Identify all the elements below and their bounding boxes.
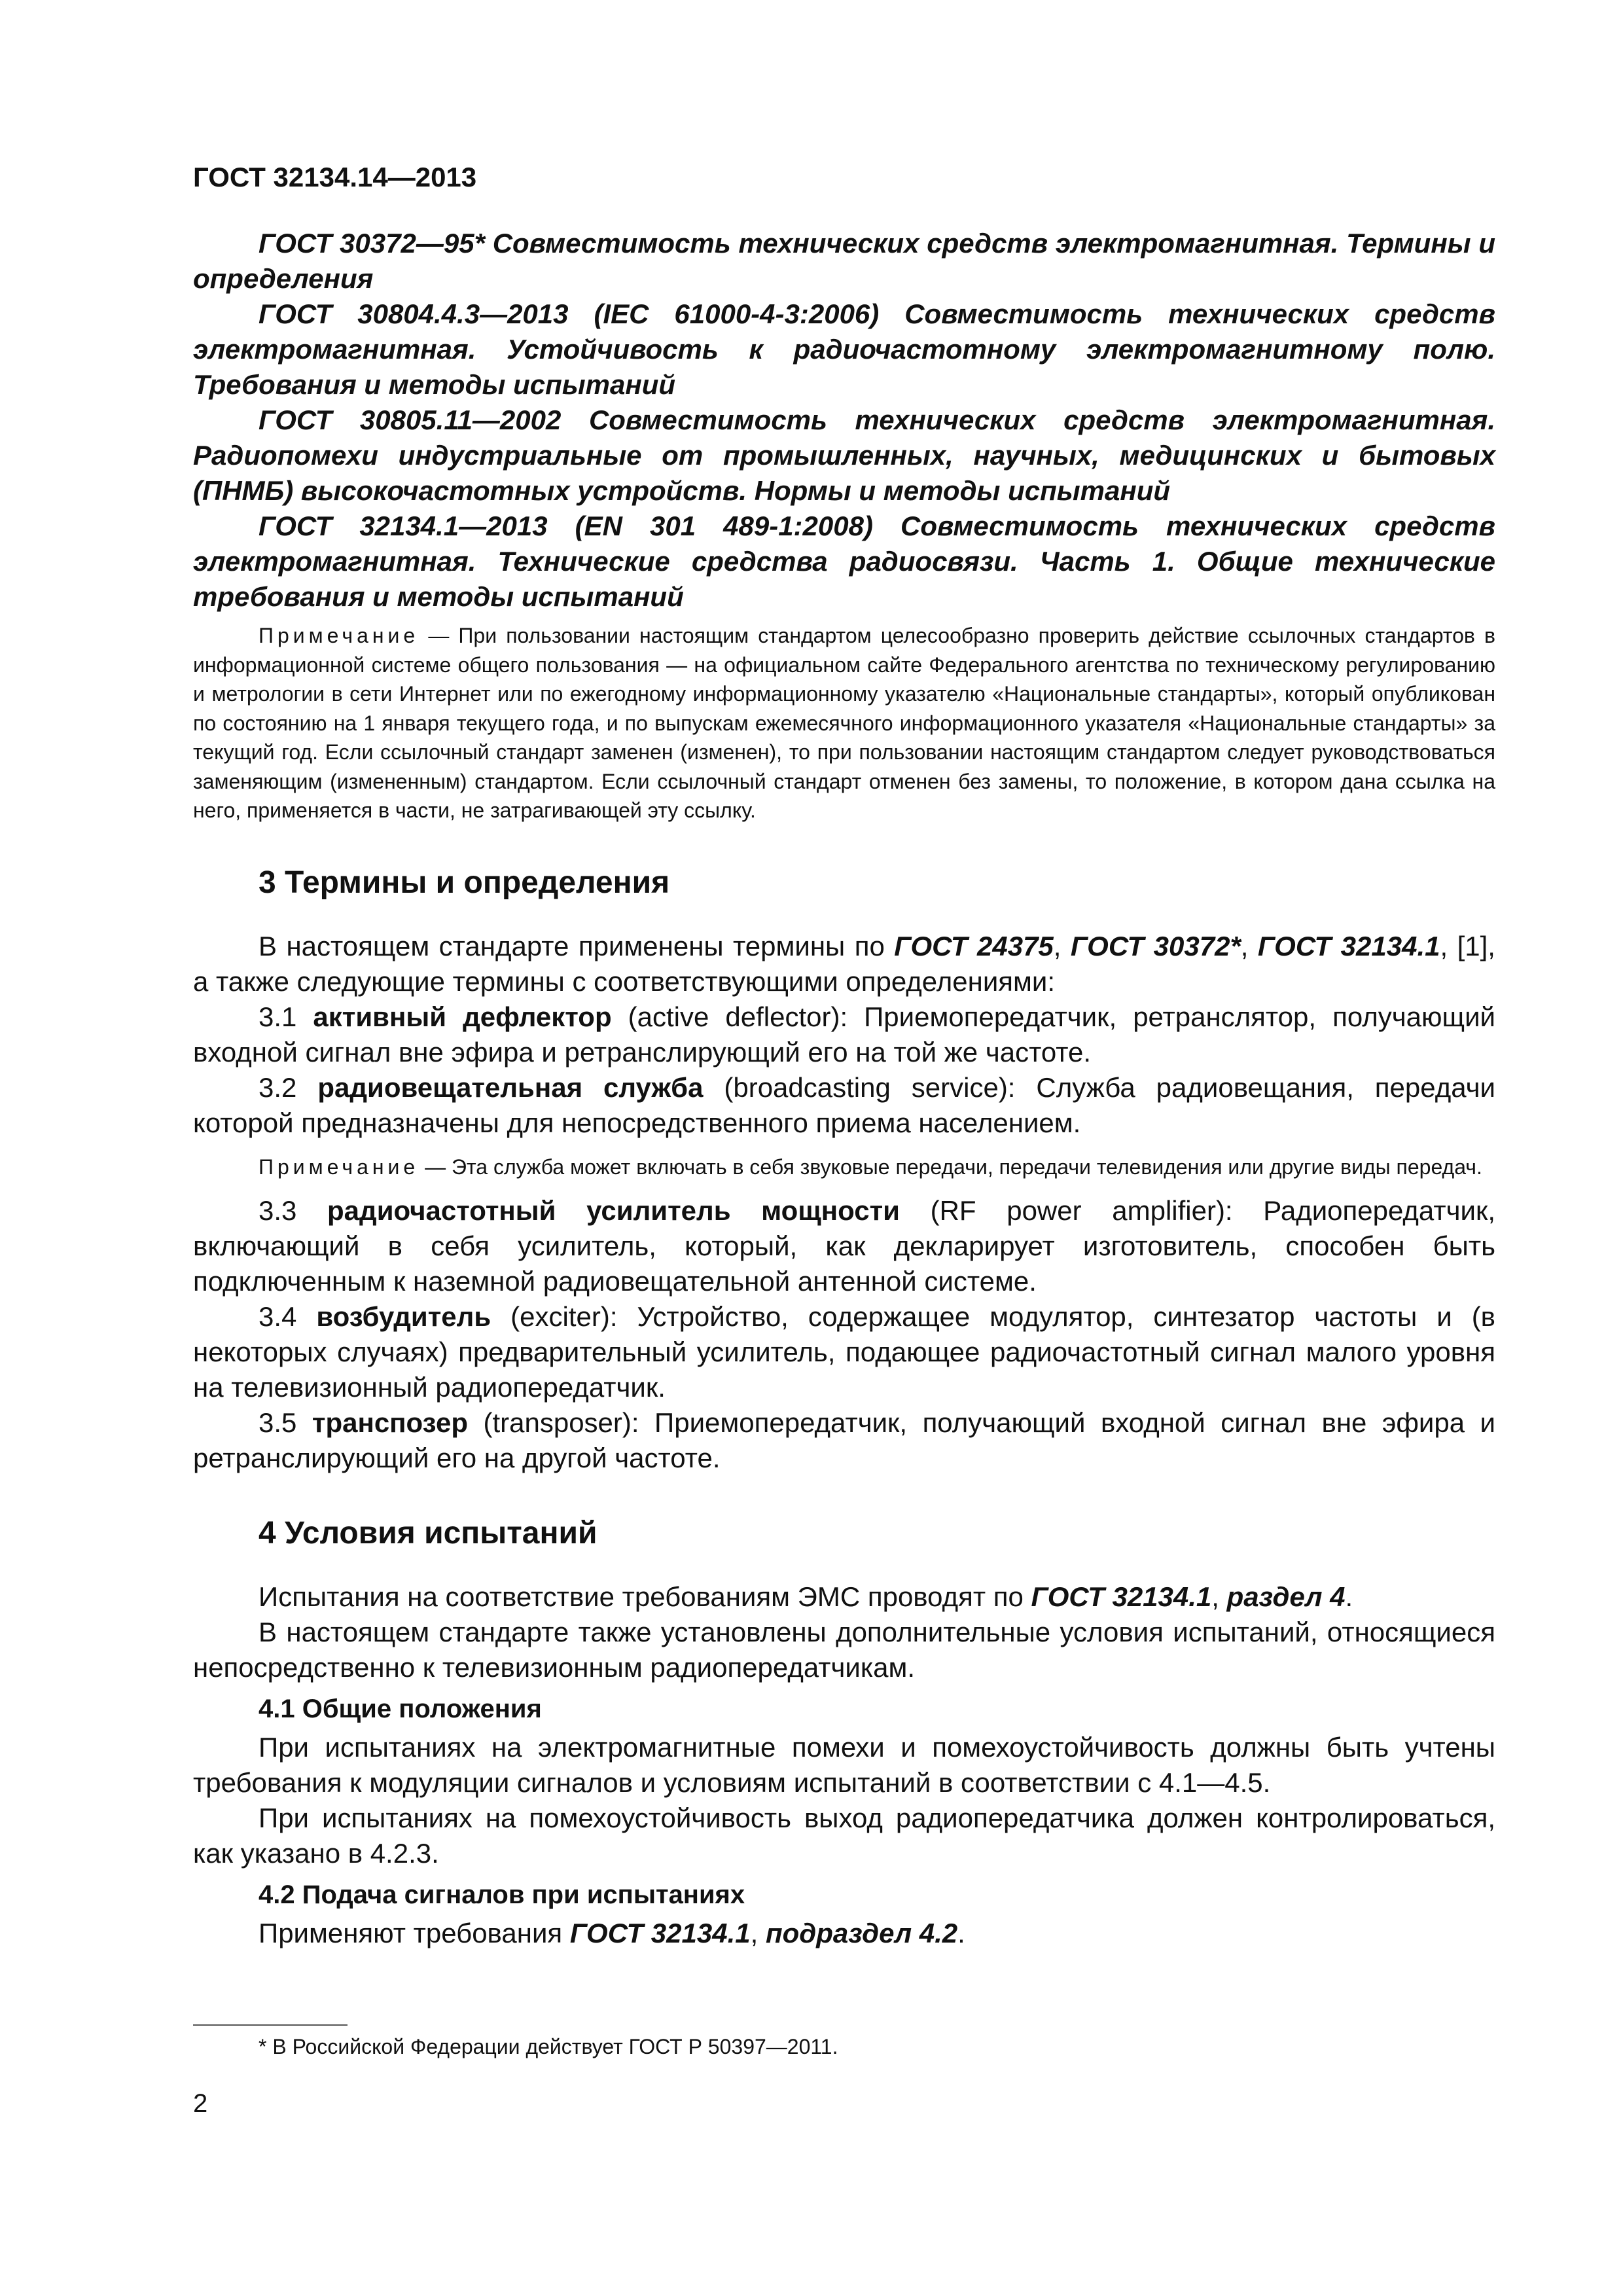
term-3-3: [193, 1193, 1495, 1299]
para-text: Испытания на соответствие требованиям ЭМС проводят по: [259, 1581, 1031, 1612]
term-3-2: [193, 1070, 1495, 1141]
subsection-4-2-heading: 4.2 Подача сигналов при испытаниях: [259, 1880, 745, 1909]
term-name: радиочастотный усилитель мощности: [327, 1195, 900, 1226]
section-4-heading: 4 Условия испытаний: [259, 1516, 597, 1551]
intro-ref-gost-30372: ГОСТ 30372*: [1070, 930, 1241, 961]
intro-ref-gost-32134-1: ГОСТ 32134.1: [1257, 930, 1440, 961]
note-label: Примечание: [259, 1155, 419, 1179]
term-name: возбудитель: [316, 1301, 491, 1332]
term-3-1: [193, 999, 1495, 1070]
para-ref: ГОСТ 32134.1: [569, 1918, 751, 1948]
references-note: [193, 621, 1495, 825]
para-ref: ГОСТ 32134.1: [1031, 1581, 1212, 1612]
term-3-2-note: [193, 1153, 1495, 1182]
para-end: .: [957, 1918, 965, 1948]
para-section-ref: подраздел 4.2: [765, 1918, 958, 1948]
term-3-5: [193, 1405, 1495, 1476]
para-end: .: [1345, 1581, 1353, 1612]
note-text: — При пользовании настоящим стандартом целесообразно проверить действие ссылочных стандартов в информационной системе общего пользования — на официальном сайте Федерального агентства по техническому регулированию и метрологии в сети Интернет или по ежегодному информационному указателю «Национальные стандарты», который опубликован по состоянию на 1 января текущего года, и по выпускам ежемесячного информационного указателя «Национальные стандарты» за текущий год. Если ссылочный стандарт заменен (изменен), то при пользовании настоящим стандартом следует руководствоваться заменяющим (измененным) стандартом. Если ссылочный стандарт отменен без замены, то положение, в котором дана ссылка на него, применяется в части, не затрагивающей эту ссылку.: [193, 624, 1495, 822]
intro-text: В настоящем стандарте применены термины по: [259, 930, 895, 961]
para-section-ref: раздел 4: [1226, 1581, 1346, 1612]
term-definition: (exciter): Устройство, содержащее модулятор, синтезатор частоты и (в некоторых случаях) предварительный усилитель, подающее радиочастотный сигнал малого уровня на телевизионный радиопередатчик.: [193, 1301, 1495, 1403]
section-4-para-1: [193, 1579, 1495, 1615]
section-4-para-2: В настоящем стандарте также установлены дополнительные условия испытаний, относящиеся непосредственно к телевизионным радиопередатчикам.: [193, 1617, 1495, 1683]
term-number: 3.5: [259, 1407, 312, 1438]
document-header: ГОСТ 32134.14—2013: [193, 162, 477, 192]
term-definition: (active deflector): Приемопередатчик, ретранслятор, получающий входной сигнал вне эфира и ретранслирующий его на той же частоте.: [193, 1001, 1495, 1067]
intro-text-end: , [1], а также следующие термины с соответствующими определениями:: [193, 930, 1495, 997]
term-definition: (RF power amplifier): Радиопередатчик, включающий в себя усилитель, который, как декларирует изготовитель, способен быть подключенным к наземной радиовещательной антенной системе.: [193, 1195, 1495, 1297]
intro-sep: ,: [1053, 930, 1071, 961]
section-3-intro: [193, 929, 1495, 999]
section-3-heading: 3 Термины и определения: [259, 865, 670, 900]
subsection-4-1-heading: 4.1 Общие положения: [259, 1695, 542, 1723]
term-3-4: [193, 1299, 1495, 1405]
intro-sep: ,: [1240, 930, 1258, 961]
term-number: 3.2: [259, 1071, 318, 1103]
note-text: — Эта служба может включать в себя звуковые передачи, передачи телевидения или другие виды передач.: [419, 1155, 1482, 1179]
term-number: 3.3: [259, 1195, 328, 1226]
term-name: транспозер: [312, 1407, 468, 1438]
reference-gost-30805: ГОСТ 30805.11—2002 Совместимость технических средств электромагнитная. Радиопомехи индустриальные от промышленных, научных, медицинских и бытовых (ПНМБ) высокочастотных устройств. Нормы и методы испытаний: [193, 404, 1495, 506]
note-label: Примечание: [259, 624, 419, 647]
term-definition: (broadcasting service): Служба радиовещания, передачи которой предназначены для непосредственного приема населением.: [193, 1071, 1495, 1138]
page-number: 2: [193, 2089, 208, 2118]
term-number: 3.1: [259, 1001, 313, 1032]
footnote-separator: [193, 2024, 348, 2026]
para-text: Применяют требования: [259, 1918, 570, 1948]
subsection-4-1-para-1: При испытаниях на электромагнитные помехи и помехоустойчивость должны быть учтены требования к модуляции сигналов и условиям испытаний в соответствии с 4.1—4.5.: [193, 1732, 1495, 1798]
term-name: активный дефлектор: [313, 1001, 612, 1032]
para-sep: ,: [1211, 1581, 1227, 1612]
subsection-4-2-para-1: [193, 1916, 1495, 1951]
reference-gost-32134-1: ГОСТ 32134.1—2013 (EN 301 489-1:2008) Совместимость технических средств электромагнитная. Технические средства радиосвязи. Часть 1. Общие технические требования и методы испытаний: [193, 511, 1495, 612]
subsection-4-1-para-2: При испытаниях на помехоустойчивость выход радиопередатчика должен контролироваться, как указано в 4.2.3.: [193, 1803, 1495, 1869]
term-definition: (transposer): Приемопередатчик, получающий входной сигнал вне эфира и ретранслирующий его на другой частоте.: [193, 1407, 1495, 1473]
reference-gost-30804: ГОСТ 30804.4.3—2013 (IEC 61000-4-3:2006) Совместимость технических средств электромагнитная. Устойчивость к радиочастотному электромагнитному полю. Требования и методы испытаний: [193, 298, 1495, 400]
intro-ref-gost-24375: ГОСТ 24375: [894, 930, 1054, 961]
term-name: радиовещательная служба: [317, 1071, 704, 1103]
footnote: * В Российской Федерации действует ГОСТ Р 50397—2011.: [259, 2035, 838, 2058]
reference-gost-30372: ГОСТ 30372—95* Совместимость технических средств электромагнитная. Термины и определения: [193, 228, 1495, 294]
para-sep: ,: [750, 1918, 766, 1948]
normative-references: [193, 226, 1495, 1951]
term-number: 3.4: [259, 1301, 317, 1332]
